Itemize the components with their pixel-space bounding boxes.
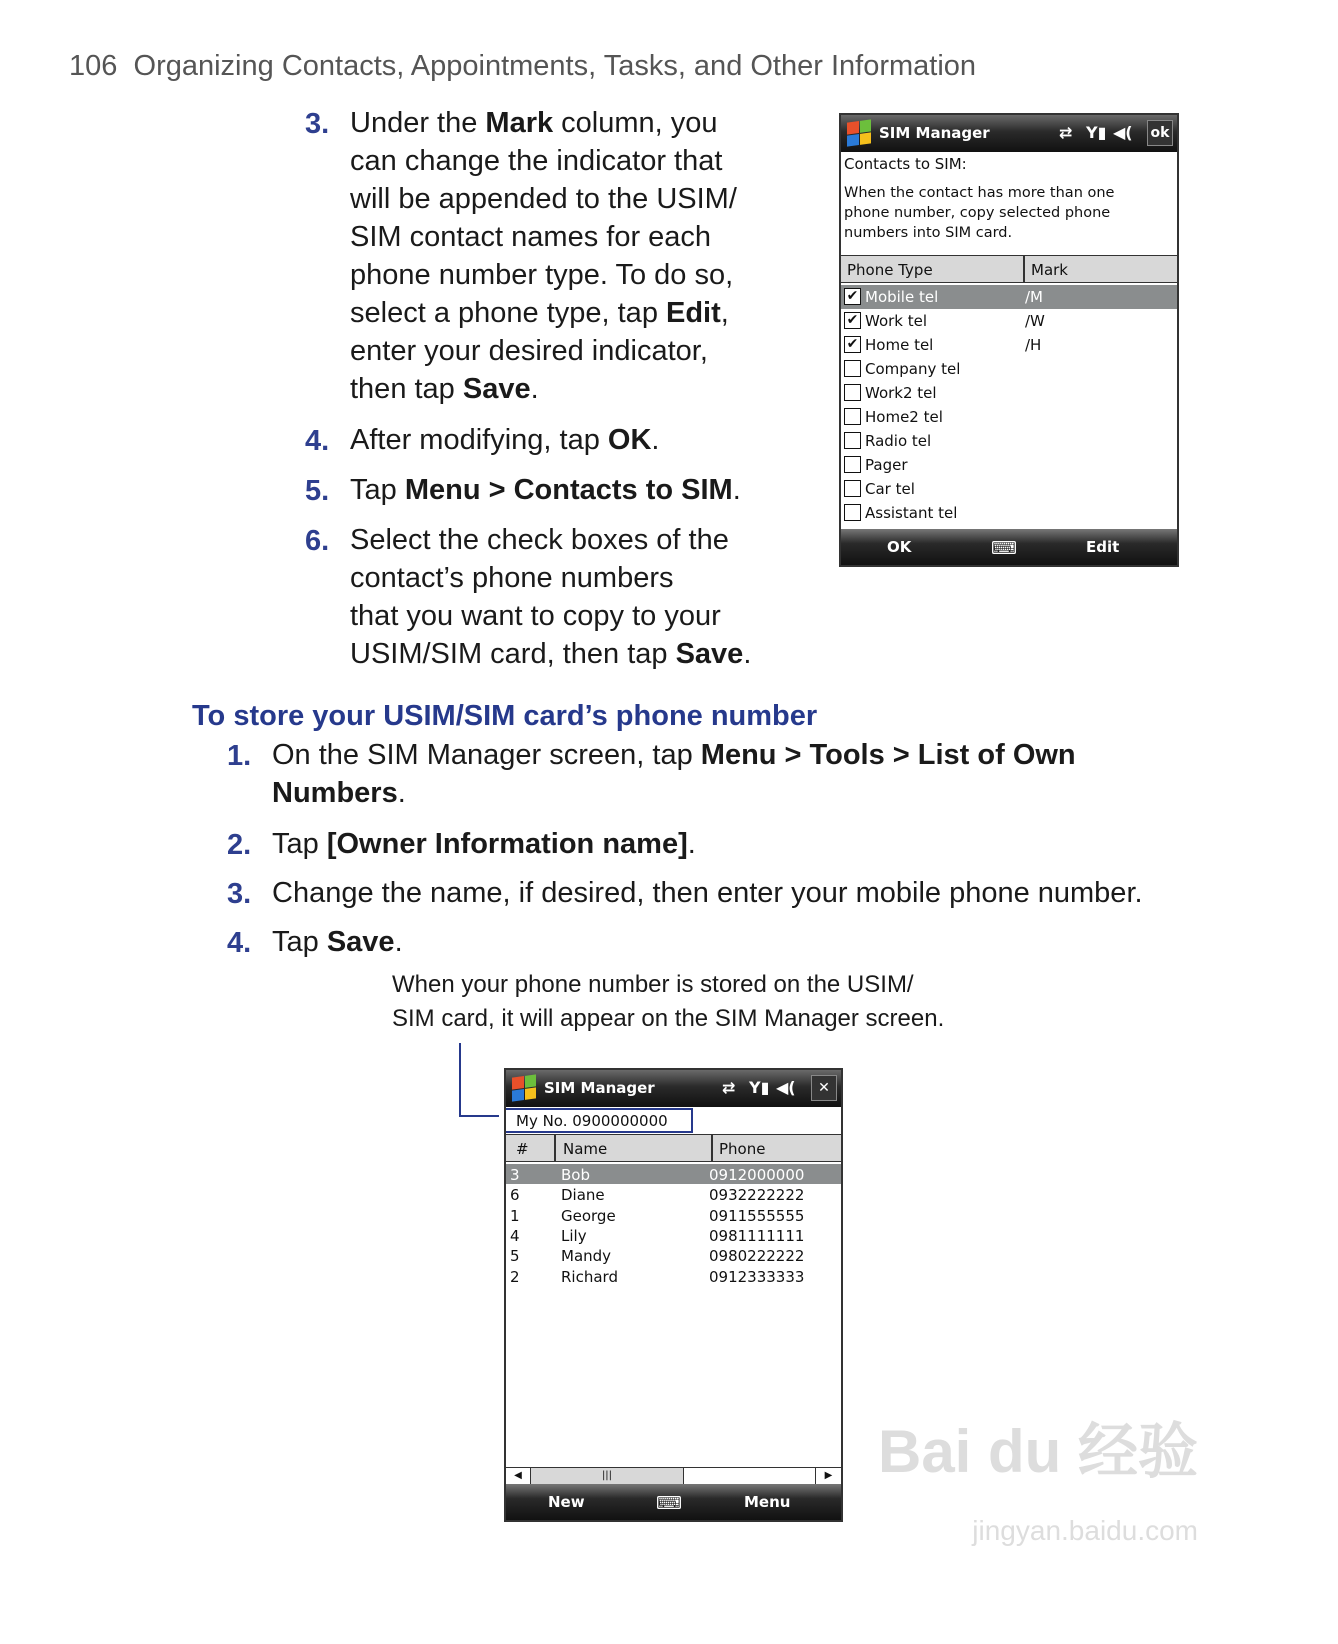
soft-key-bar bbox=[506, 1484, 841, 1520]
column-header-phone[interactable] bbox=[713, 1134, 841, 1162]
step-text-line bbox=[350, 597, 721, 635]
text-segment: select a phone type, tap bbox=[350, 297, 666, 329]
note-line: When your phone number is stored on the USIM/ bbox=[392, 971, 914, 998]
checkbox-unchecked[interactable] bbox=[844, 432, 861, 449]
contact-index: 2 bbox=[510, 1267, 520, 1286]
baidu-watermark-url: jingyan.baidu.com bbox=[972, 1515, 1198, 1546]
keyboard-icon[interactable]: ⌨ bbox=[656, 1493, 682, 1514]
volume-icon[interactable]: ◀( bbox=[1113, 123, 1133, 142]
text-segment: column, you bbox=[553, 107, 718, 139]
contact-row[interactable] bbox=[506, 1164, 841, 1184]
ok-button[interactable]: ok bbox=[1147, 120, 1173, 146]
text-segment: can change the indicator that bbox=[350, 145, 723, 177]
phone-type-row[interactable] bbox=[841, 405, 1177, 429]
text-segment: . bbox=[530, 373, 539, 405]
checkbox-unchecked[interactable] bbox=[844, 360, 861, 377]
phone-type-label: Home tel bbox=[865, 336, 934, 354]
step-number: 5. bbox=[305, 475, 330, 507]
contact-index: 5 bbox=[510, 1247, 520, 1266]
text-segment: then tap bbox=[350, 373, 463, 405]
contact-row[interactable] bbox=[506, 1245, 841, 1265]
text-segment: Tap bbox=[272, 926, 327, 958]
contact-phone: 0911555555 bbox=[709, 1206, 805, 1225]
text-segment: enter your desired indicator, bbox=[350, 335, 708, 367]
checkbox-checked[interactable]: ✔ bbox=[844, 336, 861, 353]
phone-type-row[interactable] bbox=[841, 309, 1177, 333]
text-segment: , bbox=[720, 297, 729, 329]
signal-icon[interactable]: Y▮ bbox=[1086, 123, 1107, 142]
section-heading: To store your USIM/SIM card’s phone number bbox=[192, 700, 818, 732]
contact-phone: 0981111111 bbox=[709, 1226, 805, 1245]
header-label: Phone Type bbox=[847, 261, 933, 279]
phone-type-row[interactable] bbox=[841, 429, 1177, 453]
phone-type-row[interactable] bbox=[841, 357, 1177, 381]
column-header-mark[interactable] bbox=[1025, 255, 1177, 283]
contact-phone: 0912000000 bbox=[709, 1166, 805, 1184]
checkbox-unchecked[interactable] bbox=[844, 384, 861, 401]
step-text-line bbox=[272, 825, 696, 863]
step-text-line bbox=[350, 218, 711, 256]
ui-term: [Owner Information name] bbox=[326, 828, 688, 860]
contact-index: 3 bbox=[510, 1166, 520, 1184]
page-header bbox=[69, 50, 976, 83]
phone-type-label: Car tel bbox=[865, 480, 915, 498]
windows-start-icon[interactable] bbox=[512, 1074, 536, 1101]
desc-line: numbers into SIM card. bbox=[844, 225, 1013, 241]
mark-value: /H bbox=[1025, 336, 1042, 354]
text-segment: . bbox=[687, 828, 696, 860]
checkbox-unchecked[interactable] bbox=[844, 408, 861, 425]
checkbox-unchecked[interactable] bbox=[844, 504, 861, 521]
step-text-line bbox=[272, 774, 406, 812]
phone-type-row[interactable] bbox=[841, 453, 1177, 477]
contact-name: George bbox=[561, 1206, 616, 1225]
phone-type-label: Home2 tel bbox=[865, 408, 943, 426]
close-button[interactable]: ✕ bbox=[811, 1075, 837, 1101]
phone-type-row[interactable] bbox=[841, 501, 1177, 525]
checkbox-checked[interactable]: ✔ bbox=[844, 288, 861, 305]
volume-icon[interactable]: ◀( bbox=[776, 1078, 796, 1097]
text-segment: . bbox=[732, 474, 741, 506]
checkbox-checked[interactable]: ✔ bbox=[844, 312, 861, 329]
ui-term: Save bbox=[326, 926, 395, 958]
phone-type-label: Work2 tel bbox=[865, 384, 937, 402]
header-label: Name bbox=[563, 1140, 608, 1158]
text-segment: Under the bbox=[350, 107, 486, 139]
step-text-line bbox=[350, 370, 539, 408]
step-text-line bbox=[350, 180, 737, 218]
baidu-watermark-logo: Bai du 经验 bbox=[877, 1418, 1198, 1485]
step-text-line bbox=[350, 521, 729, 559]
phone-type-label: Radio tel bbox=[865, 432, 932, 450]
phone-type-label: Company tel bbox=[865, 360, 961, 378]
callout-line bbox=[459, 1043, 461, 1117]
step-text-line bbox=[350, 104, 718, 142]
step-text-line bbox=[350, 294, 729, 332]
step-text-line bbox=[350, 559, 674, 597]
contact-row[interactable] bbox=[506, 1184, 841, 1204]
callout-line bbox=[459, 1115, 499, 1117]
contact-index: 4 bbox=[510, 1226, 520, 1245]
contact-row[interactable] bbox=[506, 1205, 841, 1225]
keyboard-icon[interactable]: ⌨ bbox=[991, 538, 1017, 559]
step-number: 3. bbox=[305, 108, 330, 140]
contact-name: Mandy bbox=[561, 1247, 612, 1266]
text-segment: phone number type. To do so, bbox=[350, 259, 734, 291]
ui-term: Mark bbox=[485, 107, 554, 139]
text-segment: Tap bbox=[272, 828, 327, 860]
phone-type-row[interactable] bbox=[841, 333, 1177, 357]
contact-name: Bob bbox=[561, 1166, 590, 1184]
contact-index: 1 bbox=[510, 1206, 520, 1225]
desc-line: When the contact has more than one bbox=[844, 185, 1115, 201]
connectivity-icon[interactable]: ⇄ bbox=[1059, 123, 1073, 142]
app-title: SIM Manager bbox=[544, 1079, 655, 1097]
ui-term: OK bbox=[607, 424, 652, 456]
scroll-left-arrow-icon[interactable]: ◀ bbox=[506, 1468, 531, 1485]
connectivity-icon[interactable]: ⇄ bbox=[722, 1078, 736, 1097]
screen-heading: Contacts to SIM: bbox=[844, 155, 967, 173]
phone-type-label: Mobile tel bbox=[865, 288, 939, 306]
contact-name: Diane bbox=[561, 1186, 605, 1205]
sim-manager-contacts-to-sim-screen bbox=[839, 113, 1179, 567]
chapter-title: Organizing Contacts, Appointments, Tasks, and Other Information bbox=[133, 50, 977, 82]
text-segment: . bbox=[397, 777, 406, 809]
step-text-line bbox=[350, 471, 741, 509]
text-segment: Select the check boxes of the bbox=[350, 524, 729, 556]
ui-term: Menu > Contacts to SIM bbox=[404, 474, 733, 506]
contact-name: Richard bbox=[561, 1267, 618, 1286]
ui-term: Edit bbox=[666, 297, 721, 329]
desc-line: phone number, copy selected phone bbox=[844, 205, 1111, 221]
text-segment: USIM/SIM card, then tap bbox=[350, 638, 676, 670]
contact-index: 6 bbox=[510, 1186, 520, 1205]
phone-type-row[interactable] bbox=[841, 477, 1177, 501]
contact-name: Lily bbox=[561, 1226, 587, 1245]
text-segment: will be appended to the USIM/ bbox=[350, 183, 737, 215]
description bbox=[844, 183, 1114, 243]
text-segment: After modifying, tap bbox=[350, 424, 608, 456]
contact-phone: 0980222222 bbox=[709, 1247, 805, 1266]
page-number: 106 bbox=[69, 50, 118, 82]
step-text-line bbox=[272, 874, 1143, 912]
mark-value: /M bbox=[1025, 288, 1043, 306]
text-segment: . bbox=[394, 926, 403, 958]
step-number: 4. bbox=[227, 927, 252, 959]
step-text-line bbox=[350, 332, 708, 370]
my-number-field[interactable]: My No. 0900000000 bbox=[504, 1108, 693, 1133]
checkbox-unchecked[interactable] bbox=[844, 480, 861, 497]
text-segment: that you want to copy to your bbox=[350, 600, 721, 632]
scroll-right-arrow-icon[interactable]: ▶ bbox=[815, 1468, 841, 1485]
column-header-name[interactable] bbox=[556, 1134, 713, 1162]
scroll-thumb[interactable]: ||| bbox=[531, 1468, 684, 1485]
step-text-line bbox=[350, 635, 751, 673]
ui-term: Menu > Tools > List of Own bbox=[700, 739, 1076, 771]
mark-value: /W bbox=[1025, 312, 1045, 330]
phone-type-label: Work tel bbox=[865, 312, 928, 330]
step-number: 3. bbox=[227, 878, 252, 910]
text-segment: Tap bbox=[350, 474, 405, 506]
step-text-line bbox=[350, 142, 722, 180]
text-segment: contact’s phone numbers bbox=[350, 562, 674, 594]
ui-term: Numbers bbox=[272, 777, 398, 809]
header-label: Phone bbox=[719, 1140, 766, 1158]
step-text-line bbox=[350, 256, 733, 294]
contact-row[interactable] bbox=[506, 1266, 841, 1286]
callout-note bbox=[392, 968, 944, 1036]
header-label: # bbox=[516, 1140, 529, 1158]
step-text-line bbox=[272, 736, 1076, 774]
text-segment: SIM contact names for each bbox=[350, 221, 712, 253]
phone-type-row[interactable] bbox=[841, 285, 1177, 309]
text-segment: . bbox=[651, 424, 660, 456]
contact-phone: 0912333333 bbox=[709, 1267, 805, 1286]
contact-phone: 0932222222 bbox=[709, 1186, 805, 1205]
step-number: 4. bbox=[305, 425, 330, 457]
text-segment: On the SIM Manager screen, tap bbox=[272, 739, 701, 771]
menu-soft-key[interactable]: Menu bbox=[744, 1493, 791, 1511]
text-segment: . bbox=[743, 638, 752, 670]
step-text-line bbox=[272, 923, 403, 961]
phone-type-label: Assistant tel bbox=[865, 504, 958, 522]
step-text-line bbox=[350, 421, 659, 459]
ok-soft-key[interactable]: OK bbox=[887, 538, 912, 556]
column-header-number[interactable] bbox=[506, 1134, 556, 1162]
ui-term: Save bbox=[462, 373, 531, 405]
new-soft-key[interactable]: New bbox=[548, 1493, 585, 1511]
header-label: Mark bbox=[1031, 261, 1068, 279]
contact-row[interactable] bbox=[506, 1225, 841, 1245]
edit-soft-key[interactable]: Edit bbox=[1086, 538, 1120, 556]
phone-type-label: Pager bbox=[865, 456, 908, 474]
step-number: 1. bbox=[227, 740, 252, 772]
note-line: SIM card, it will appear on the SIM Manager screen. bbox=[392, 1005, 945, 1032]
signal-icon[interactable]: Y▮ bbox=[749, 1078, 770, 1097]
title-bar bbox=[841, 115, 1177, 152]
step-number: 2. bbox=[227, 829, 252, 861]
soft-key-bar bbox=[841, 529, 1177, 565]
checkbox-unchecked[interactable] bbox=[844, 456, 861, 473]
text-segment: Change the name, if desired, then enter your mobile phone number. bbox=[272, 877, 1143, 909]
title-bar bbox=[506, 1070, 841, 1107]
phone-type-row[interactable] bbox=[841, 381, 1177, 405]
column-header-phone-type[interactable] bbox=[841, 255, 1025, 283]
ui-term: Save bbox=[675, 638, 744, 670]
windows-start-icon[interactable] bbox=[847, 119, 871, 146]
sim-manager-list-screen bbox=[504, 1068, 843, 1522]
app-title: SIM Manager bbox=[879, 124, 990, 142]
step-number: 6. bbox=[305, 525, 330, 557]
